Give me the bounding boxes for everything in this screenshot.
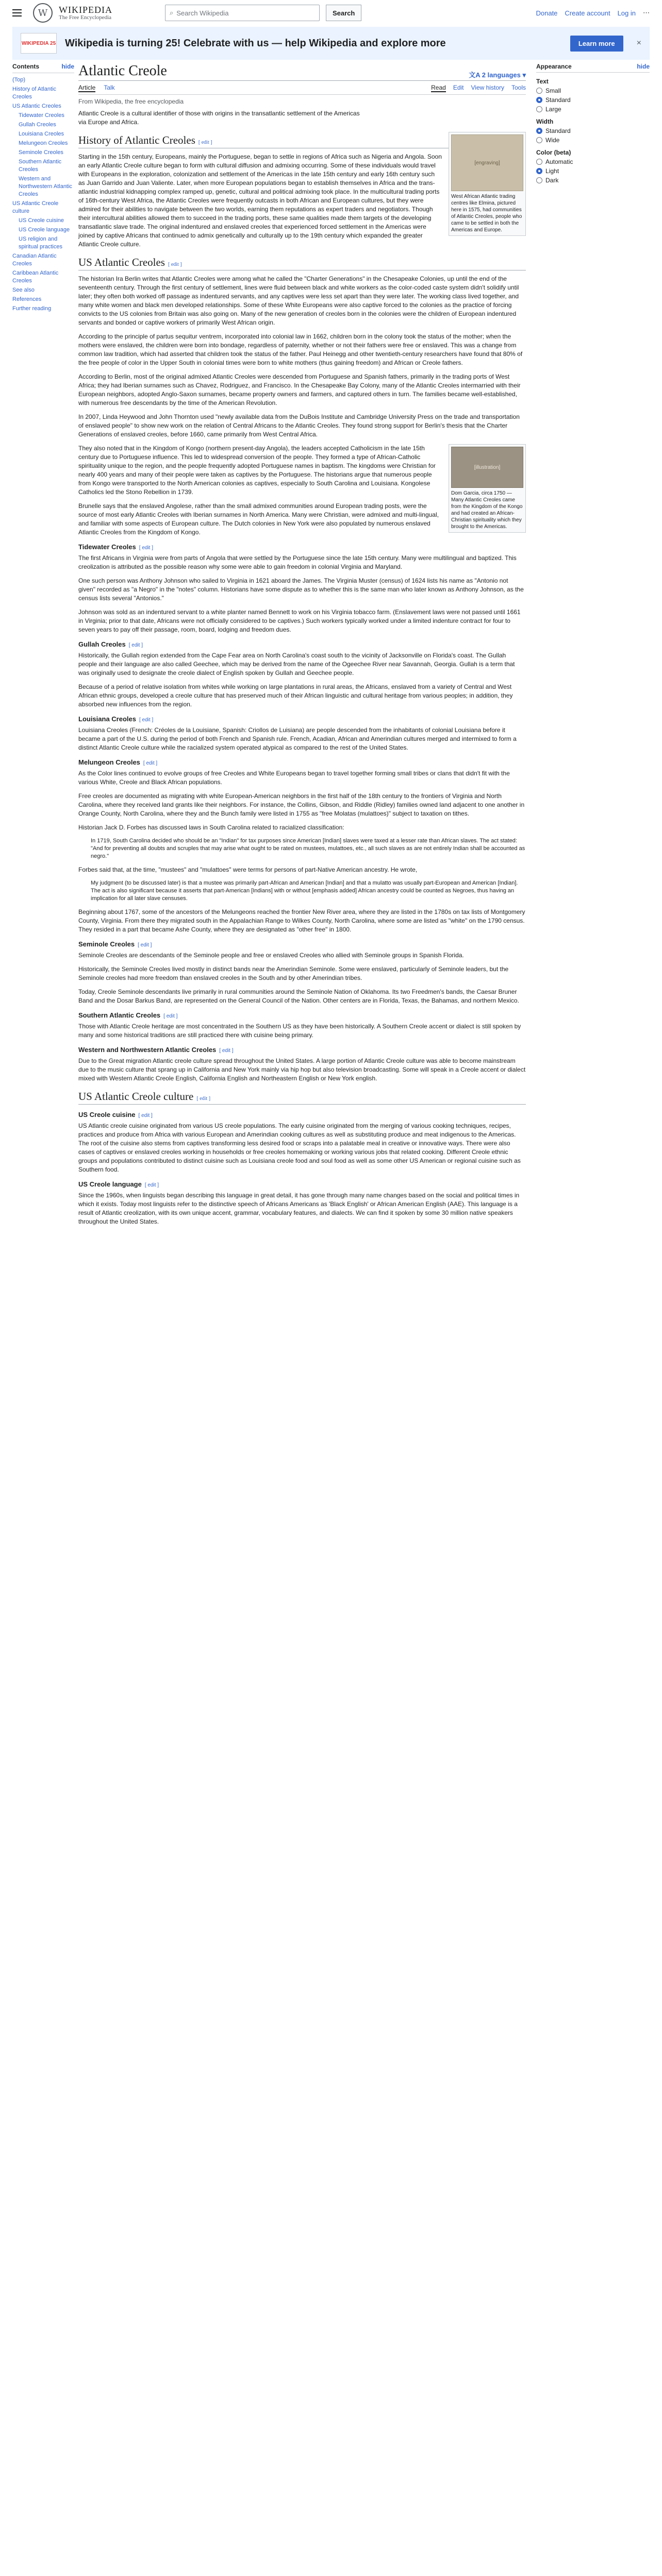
create-account-link[interactable]: Create account: [565, 9, 610, 17]
anniversary-logo: WIKIPEDIA 25: [21, 33, 57, 54]
more-options-icon[interactable]: ⋯: [643, 9, 650, 16]
tab-view-history[interactable]: View history: [471, 84, 504, 91]
close-icon[interactable]: ×: [636, 39, 641, 47]
wordmark-text: WIKIPEDIA: [59, 5, 112, 15]
section-heading-tidewater: [78, 543, 526, 551]
toc-item-label: US Atlantic Creole culture: [12, 200, 59, 214]
toc-item[interactable]: [12, 112, 74, 120]
banner-text: Wikipedia is turning 25! Celebrate with us — help Wikipedia and explore more: [65, 37, 446, 49]
paragraph: Today, Creole Seminole descendants live primarily in rural communities around the Seminole Nation of Oklahoma. Its two Freedmen's bands, the Caesar Bruner Band and the Dosar Barkus Band, are represented on the General Council of the Nation. Other centers are in Florida, Texas, the Bahamas, and northern Mexico.: [78, 988, 519, 1004]
color-option-label: Automatic: [545, 158, 573, 165]
paragraph: Beginning about 1767, some of the ancestors of the Melungeons reached the frontier New River area, where they are listed in the 1780s on tax lists of Montgomery County, Virginia. From there they migrated south in the Appalachian Range to Wilkes County, North Carolina, where some are listed as "white" on the 1790 census. They resided in a part that became Ashe County, where they are designated as "other free" in 1800.: [78, 908, 525, 933]
section-heading-culture: [78, 1090, 526, 1105]
toc-item[interactable]: [12, 226, 74, 234]
tagline: The Free Encyclopedia: [59, 14, 112, 21]
section-title: US Atlantic Creoles: [78, 256, 165, 268]
section-title: Seminole Creoles: [78, 940, 135, 948]
section-title: US Creole cuisine: [78, 1111, 136, 1118]
edit-section-link[interactable]: [ edit ]: [163, 1013, 178, 1019]
edit-section-link[interactable]: [ edit ]: [143, 760, 158, 766]
paragraph: Because of a period of relative isolation from whites while working on large plantations in rural areas, the Africans, enslaved from a variety of Central and West African ethnic groups, developed a creole culture that has preserved much of their African linguistic and cultural heritage from various peoples; in addition, they absorbed new influences from the region.: [78, 683, 513, 708]
text-size-option-label: Large: [545, 106, 561, 113]
paragraph: Johnson was sold as an indentured servant to a white planter named Bennett to work on his Virginia tobacco farm. (Enslavement laws were not passed until 1661 in Virginia; prior to that date, Africans were not officially considered to be captives.) Such workers typically worked under a limited indenture contract for four to seven years to pay off their passage, room, board, lodging and freedom dues.: [78, 608, 521, 633]
wikipedia-logo-icon[interactable]: W: [33, 3, 53, 23]
edit-section-link[interactable]: [ edit ]: [139, 717, 154, 723]
toc-item[interactable]: [12, 175, 74, 198]
edit-section-link[interactable]: [ edit ]: [144, 1182, 159, 1188]
toc-item-label: Louisiana Creoles: [19, 131, 64, 137]
toc-item-label: Tidewater Creoles: [19, 112, 64, 118]
tools-menu[interactable]: Tools: [511, 84, 526, 91]
edit-section-link[interactable]: [ edit ]: [128, 642, 143, 648]
paragraph: Historically, the Gullah region extended from the Cape Fear area on North Carolina's coast south to the vicinity of Jacksonville on Florida's coast. The Gullah people and their language are also called Geechee, which may be derived from the name of the Ogeechee River near Savannah, Georgia. Gullah is a term that was originally used to designate the creole dialect of English spoken by Gullah and Geechee people.: [78, 652, 515, 676]
toc-item[interactable]: [12, 86, 74, 101]
section-title: Western and Northwestern Atlantic Creoles: [78, 1046, 217, 1054]
language-button[interactable]: 文A 2 languages ▾: [469, 71, 526, 79]
edit-section-link[interactable]: [ edit ]: [138, 1113, 153, 1118]
paragraph: Due to the Great migration Atlantic creole culture spread throughout the United States. A large portion of Atlantic Creole culture was able to become mainstream due to the music culture that sprang up in California and New York mainly via hip hop but also television broadcasting. Some will speak in a Creole accent or dialect mixed with Western Atlantic Creole English, California English and Northeastern English or New York english.: [78, 1057, 526, 1082]
donate-link[interactable]: Donate: [536, 9, 558, 17]
figure-caption: West African Atlantic trading centres like Elmina, pictured here in 1575, had communities of Atlantic Creoles, people who came to be settled in both the Americas and Europe.: [451, 194, 522, 233]
radio-icon[interactable]: [536, 128, 542, 134]
language-count: 2 languages: [482, 71, 521, 79]
paragraph: As the Color lines continued to evolve groups of free Creoles and White Europeans began to travel together forming small tribes or clans that didn't fit with the various White, Creole and Black African populations.: [78, 770, 510, 786]
edit-section-link[interactable]: [ edit ]: [198, 140, 212, 145]
toc-list: [12, 76, 74, 313]
color-options: [536, 158, 650, 184]
section-title: US Atlantic Creole culture: [78, 1090, 194, 1103]
width-option-label: Standard: [545, 127, 571, 134]
paragraph: They also noted that in the Kingdom of Kongo (northern present-day Angola), the leaders accepted Catholicism in the late 15th century due to Portuguese influence. This led to widespread conversion of the people. They formed a type of African-Catholic spirituality unique to the region, and the people frequently adopted Portuguese names in baptism. The kingdoms were Christian for nearly 400 years and many of their people were taken as captives by the Portuguese. The historians argue that numerous people from Kongo were transported to the North American colonies as captives, especially to South Carolina and Louisiana. Kongolese Catholics led the Stono Rebellion in 1739.: [78, 445, 436, 496]
site-sub: From Wikipedia, the free encyclopedia: [78, 98, 184, 105]
page-tabs: [78, 81, 526, 95]
toc-item-label: Gullah Creoles: [19, 122, 56, 128]
width-options: [536, 127, 650, 144]
toc-item-label: Southern Atlantic Creoles: [19, 159, 62, 173]
paragraph: The first Africans in Virginia were from parts of Angola that were settled by the Portuguese since the late 15th century. Many were multilingual and baptized. This creolization is attributed as the possible reason why some were able to gain freedom in colonial Virginia and Maryland.: [78, 554, 517, 570]
appearance-title: Appearance: [536, 63, 572, 70]
paragraph: Seminole Creoles are descendants of the Seminole people and free or enslaved Creoles who allied with Seminole groups in Spanish Florida.: [78, 952, 464, 959]
toc-item-label: See also: [12, 287, 35, 293]
radio-icon[interactable]: [536, 97, 542, 103]
toc-item[interactable]: [12, 200, 74, 215]
width-label: Width: [536, 118, 554, 125]
paragraph: The historian Ira Berlin writes that Atlantic Creoles were among what he called the "Charter Generations" in the Chesapeake Colonies, up until the end of the seventeenth century. Through the first century of settlement, lines were fluid between black and white workers as the color-coded caste system didn't solidify until later; they often both worked off passage as indentured servants, and any captives were less set apart than they were later. The working class lived together, and many white women and black men developed relationships. Some of these White Europeans were also captive forced to the colonies as the practice of forcing convicts to the US colonies from Britain was also going on. Many of the new generation of creoles born in the colonies were the children of European indentured servants and bonded or captive workers of primarily West African origin.: [78, 275, 519, 326]
toc-item-label: US Atlantic Creoles: [12, 103, 61, 109]
edit-section-link[interactable]: [ edit ]: [196, 1096, 211, 1101]
dom-garcia-image[interactable]: [illustration]: [451, 447, 523, 488]
radio-icon[interactable]: [536, 106, 542, 112]
page-title-row: [78, 63, 526, 81]
blockquote: My judgment (to be discussed later) is that a mustee was primarily part-African and American [Indian] and that a mulatto was usually part-European and American [Indian]. The act is also significant because it asserts that part-American [Indians] with or without [emphasis added] African ancestry could be counted as Negroes, thus having an implication for all later slave censuses.: [91, 880, 518, 902]
section-title: Louisiana Creoles: [78, 715, 136, 723]
toc-item-label: Western and Northwestern Atlantic Creoles: [19, 176, 72, 197]
edit-section-link[interactable]: [ edit ]: [139, 545, 154, 551]
toc-item[interactable]: [12, 296, 74, 303]
paragraph: One such person was Anthony Johnson who sailed to Virginia in 1621 aboard the James. The Virginia Muster (census) of 1624 lists his name as "Antonio not given" recorded as "a Negro" in the "notes" column. Historians have some dispute as to whether this is the same man who later known as Anthony Johnson, as the census lists several "Antonios.": [78, 577, 524, 602]
toc-item[interactable]: [12, 121, 74, 129]
search-placeholder: Search Wikipedia: [176, 9, 229, 17]
width-option[interactable]: [536, 127, 650, 134]
section-title: Melungeon Creoles: [78, 758, 140, 766]
paragraph: According to Berlin, most of the original admixed Atlantic Creoles were descended from Portuguese and Spanish fathers, primarily in the trading ports of West Africa; they had Iberian surnames such as Chavez, Rodriguez, and Francisco. In the Chesapeake Bay Colony, many of the Atlantic Creoles intermarried with their European neighbors, adopted Anglo-Saxon surnames, became property owners and farmers, and captured others in turn. The families became well-established, with numerous free descendants by the time of the American Revolution.: [78, 373, 521, 406]
section-heading-gullah: [78, 640, 526, 648]
toc-item[interactable]: [12, 286, 74, 294]
main-menu-icon[interactable]: [12, 6, 27, 20]
width-option-label: Wide: [545, 137, 560, 144]
toc-item-label: Canadian Atlantic Creoles: [12, 253, 57, 267]
toc-header: [12, 63, 74, 73]
text-size-option-label: Standard: [545, 96, 571, 104]
color-option[interactable]: [536, 177, 650, 184]
radio-icon[interactable]: [536, 159, 542, 165]
color-option-label: Light: [545, 167, 559, 175]
appearance-hide-button[interactable]: hide: [637, 63, 650, 70]
paragraph: According to the principle of partus sequitur ventrem, incorporated into colonial law in 1662, children born in the colony took the status of the mother; when the mothers were enslaved, the children were born into bondage, regardless of paternity, whether or not their fathers were free or enslaved. This was a change from common law tradition, which had asserted that children took the status of the father. Paul Heinegg and other twentieth-century researchers have found that 80% of the free people of color in the Upper South in colonial times were born to white mothers (thus gaining freedom) and African or Creole fathers.: [78, 333, 523, 366]
section-heading-southern: [78, 1011, 526, 1019]
toc-item[interactable]: [12, 103, 74, 110]
text-size-options: [536, 87, 650, 113]
personal-tools: [536, 9, 650, 17]
figure-elmina: [449, 132, 526, 236]
paragraph: Brunelle says that the enslaved Angolese, rather than the small admixed communities around European trading posts, were the source of most early Atlantic Creoles with Iberian surnames in North America. Many were Christian, were admixed and multi-lingual, and familiar with some aspects of European culture. The Dutch colonies in New York were also populated by numerous enslaved Atlantic Creoles from the Kingdom of Kongo.: [78, 502, 439, 536]
text-size-label: Text: [536, 78, 549, 85]
tab-edit[interactable]: Edit: [453, 84, 464, 91]
toc-item-label: Melungeon Creoles: [19, 140, 68, 146]
section-title: US Creole language: [78, 1180, 142, 1188]
text-size-option[interactable]: [536, 106, 650, 113]
text-size-option[interactable]: [536, 96, 650, 104]
figure-caption: Dom Garcia, circa 1750 — Many Atlantic Creoles came from the Kingdom of the Kongo and had created an African-Christian spirituality which they brought to the Americas.: [451, 490, 523, 530]
radio-icon[interactable]: [536, 88, 542, 94]
appearance-header: [536, 63, 650, 73]
toc-item[interactable]: [12, 305, 74, 313]
figure-dom-garcia: [449, 444, 526, 533]
color-option[interactable]: [536, 167, 650, 175]
search-button[interactable]: Search: [326, 5, 361, 21]
toc-item-label: Further reading: [12, 306, 52, 312]
edit-section-link[interactable]: [ edit ]: [138, 942, 152, 948]
toc-item-label: (Top): [12, 77, 26, 83]
toc-item[interactable]: [12, 76, 74, 84]
toc-item-label: Seminole Creoles: [19, 149, 63, 156]
toc-item[interactable]: [12, 235, 74, 251]
search-icon: ⌕: [169, 9, 174, 16]
toc-item-label: US Creole cuisine: [19, 217, 64, 224]
toc-item-label: References: [12, 296, 42, 302]
color-label: Color (beta): [536, 149, 571, 156]
paragraph: Forbes said that, at the time, "mustees" and "mulattoes" were terms for persons of part-Native American ancestry. He wrote,: [78, 866, 418, 873]
search-input[interactable]: [165, 5, 320, 21]
section-heading-seminole: [78, 940, 526, 948]
color-option-label: Dark: [545, 177, 559, 184]
toc-item-label: US Creole language: [19, 227, 70, 233]
radio-icon[interactable]: [536, 177, 542, 183]
section-heading-cuisine: [78, 1111, 526, 1118]
tab-article[interactable]: Article: [78, 84, 96, 91]
paragraph: Historian Jack D. Forbes has discussed laws in South Carolina related to racialized classification:: [78, 824, 344, 831]
table-of-contents: [12, 63, 74, 314]
section-title: Tidewater Creoles: [78, 543, 136, 551]
anniversary-banner: [12, 27, 650, 60]
appearance-panel: [536, 63, 650, 186]
radio-icon[interactable]: [536, 168, 542, 174]
tab-read[interactable]: Read: [431, 84, 446, 91]
page-title: Atlantic Creole: [78, 63, 167, 79]
section-heading-language: [78, 1180, 526, 1188]
edit-section-link[interactable]: [ edit ]: [168, 262, 182, 267]
section-title: Southern Atlantic Creoles: [78, 1011, 161, 1019]
radio-icon[interactable]: [536, 137, 542, 143]
paragraph: Louisiana Creoles (French: Créoles de la Louisiane, Spanish: Criollos de Luisiana) are people descended from the inhabitants of colonial Louisiana before it became a part of the U.S. during the period of both French and Spanish rule. French, Acadian, African and Amerindian cultures merged and intermixed to form a distinct Atlantic Creole culture while the racialized system operated atypical as compared to the rest of the United States.: [78, 726, 517, 751]
paragraph: US Atlantic creole cuisine originated from various US creole populations. The early cuisine originated from the merging of various cooking techniques, recipes, practices and produce from Africa with various European and Amerindian cooking cultures as well as substituting produce and meat indigenous to the Americas. The root of the cuisine also stems from captives transforming less desired food or scraps into a palatable meal in creative or innovative ways. There were also cases of captives or enslaved creoles working in households or free creoles homemaking or working various jobs that related cooking. Different Creole ethnic groups and populations contributed to distinct cuisine such as Louisiana creole food and soul food as well as some other US American or regional cuisine such as Southern food.: [78, 1122, 521, 1173]
paragraph: Historically, the Seminole Creoles lived mostly in distinct bands near the Amerindian Seminole. Some were enslaved, particularly of Seminole leaders, but the Seminole creoles had more freedom than enslaved creoles in the South and by other Amerindian tribes.: [78, 965, 509, 981]
text-size-option-label: Small: [545, 87, 561, 94]
color-option[interactable]: [536, 158, 650, 165]
toc-item[interactable]: [12, 149, 74, 157]
section-heading-louisiana: [78, 715, 526, 723]
toc-item-label: History of Atlantic Creoles: [12, 86, 56, 100]
log-in-link[interactable]: Log in: [617, 9, 636, 17]
section-title: Gullah Creoles: [78, 640, 126, 648]
article: [78, 63, 526, 1231]
paragraph: Free creoles are documented as migrating with white European-American neighbors in the first half of the 18th century to the frontiers of Virginia and North Carolina, where they received land grants like their neighbors. For instance, the Collins, Gibson, and Riddle (Ridley) families owned land adjacent to one another in Orange County, North Carolina, where they and the Bunch family were listed in 1755 as "free Molatas (mulattoes)" subject to taxation on tithes.: [78, 792, 525, 817]
section-title: History of Atlantic Creoles: [78, 134, 195, 146]
paragraph: In 2007, Linda Heywood and John Thornton used "newly available data from the DuBois Institute and Cambridge University Press on the trade and transportation of enslaved people" to show new work on the relation of Central Africans to the Atlantic Creoles. They found strong support for Berlin's thesis that the Charter Generations of enslaved creoles, before 1660, came primarily from West Central Africa.: [78, 413, 520, 438]
toc-item[interactable]: [12, 130, 74, 138]
edit-section-link[interactable]: [ edit ]: [219, 1048, 234, 1054]
toc-item[interactable]: [12, 269, 74, 285]
toc-title: Contents: [12, 63, 39, 70]
width-option[interactable]: [536, 137, 650, 144]
learn-more-button[interactable]: Learn more: [570, 36, 623, 52]
tab-talk[interactable]: Talk: [104, 84, 115, 91]
toc-item-label: Caribbean Atlantic Creoles: [12, 270, 59, 284]
paragraph: Those with Atlantic Creole heritage are most concentrated in the Southern US as they have been historically. A Southern Creole accent or dialect is still spoken by many and some historical traditions are still practiced there with cuisine being primary.: [78, 1023, 521, 1039]
section-heading-western: [78, 1046, 526, 1054]
paragraph: Since the 1960s, when linguists began describing this language in great detail, it has gone through many name changes based on the social and political times in which it exists. Today most linguists refer to the distinctive speech of Africans Americans as 'Black English' or African American English (AAE). This language is a result of Atlantic creolization, with its own unique accent, grammar, vocabulary features, and dialects. We can find it spoken by some 30 million native speakers throughout the United States.: [78, 1192, 520, 1225]
lead-paragraph: Atlantic Creole is a cultural identifier of those with origins in the transatlantic settlement of the Americas via Europe and Africa.: [78, 110, 360, 126]
toc-item[interactable]: [12, 158, 74, 174]
section-heading-melungeon: [78, 758, 526, 766]
toc-item[interactable]: [12, 217, 74, 225]
section-heading-us: [78, 256, 526, 270]
wordmark[interactable]: [59, 5, 112, 21]
toc-item[interactable]: [12, 252, 74, 268]
toc-item-label: US religion and spiritual practices: [19, 236, 62, 250]
header: [0, 0, 662, 26]
toc-hide-button[interactable]: hide: [61, 63, 74, 70]
toc-item[interactable]: [12, 140, 74, 147]
paragraph: Starting in the 15th century, Europeans, mainly the Portuguese, began to settle in regions of Africa such as Nigeria and Angola. Soon an early Atlantic Creole culture began to form with cultural diffusion and admixing occurring. Some of these individuals would travel with Europeans in the exploration, colonization and settlement of the Americas in the late 15th century and early 16th century such as Juan Garrido and Juan Valiente. Later, when more European populations began to establish themselves in Africa and the trans-atlantic industrial kidnapping complex ramped up, genetic, cultural and political admixing took place. In the multicultural trading ports of 16th-century West Africa, the Atlantic Creoles were frequently outcasts in both African and European cultures, but they were admired for their abilities to navigate between the two worlds, earning them reputations as expert traders and negotiators. Though their intercultural abilities allowed them to succeed in the trading ports, these same qualities made them targets of the developing transatlantic slave trade. The original indentured and enslaved creoles that experienced forced settlement in the Americas were joined by captive Africans that continued to admix genetically and culturally up to the 19th century which expanded the greater Atlantic Creole culture.: [78, 153, 442, 248]
blockquote: In 1719, South Carolina decided who should be an "Indian" for tax purposes since American [Indian] slaves were taxed at a lesser rate than African slaves. The act stated: "And for preventing all doubts and scruples that may arise what ought to be rated on mustees, mulattoes, etc., all such slaves as are not entirely Indian shall be accounted as negro.": [91, 838, 525, 859]
text-size-option[interactable]: [536, 87, 650, 94]
elmina-image[interactable]: [engraving]: [451, 134, 523, 191]
view-tabs: [431, 84, 526, 92]
